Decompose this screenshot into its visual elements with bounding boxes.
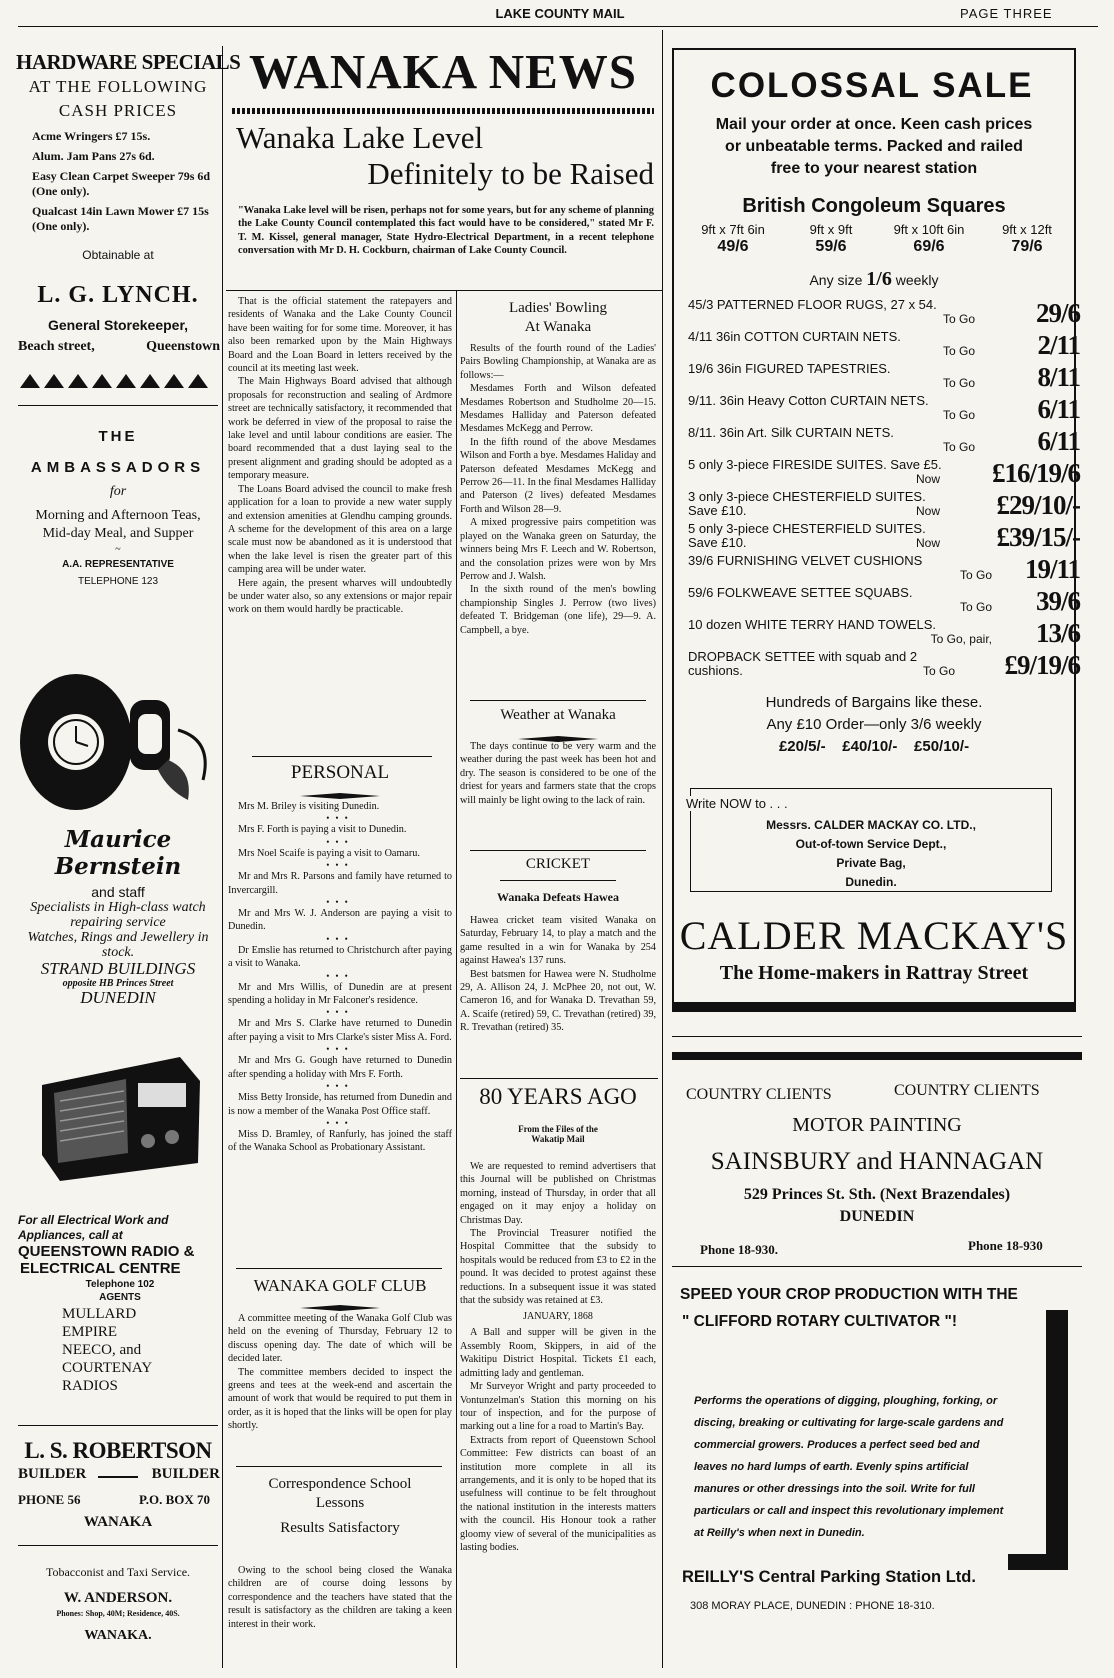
ambassadors-phone: TELEPHONE 123 — [77, 576, 159, 587]
correspondence-sub: Results Satisfactory — [280, 1520, 400, 1536]
headline-line1: Wanaka Lake Level — [236, 120, 484, 155]
personal-item: Mrs F. Forth is paying a visit to Dunedin. — [238, 824, 407, 836]
write-address — [690, 816, 1052, 892]
news-banner: WANAKA NEWS — [248, 44, 638, 99]
sainsbury-phone: Phone 18-930 — [968, 1238, 1043, 1253]
sale-item-tag: To Go, pair, — [930, 632, 992, 646]
reilly-address: 308 MORAY PLACE, DUNEDIN : PHONE 18-310. — [690, 1600, 935, 1612]
bowling-header — [460, 300, 656, 336]
anderson-name: W. ANDERSON. — [63, 1590, 173, 1606]
sale-intro — [676, 114, 1072, 180]
robertson-name: L. S. ROBERTSON — [24, 1438, 212, 1463]
cricket-paragraph: Best batsmen for Hawea were N. Studholme 29, A. Allison 24, J. McPhee 20, not out, W. Cameron 16, and for Wanaka D. Trevathan 59, A. Scaife (retired) 59, C. Trevathan (retired) 39, R. Trevathan (retired) 35. — [460, 968, 656, 1034]
weather-story — [460, 740, 656, 807]
sale-item — [688, 554, 1080, 584]
robertson-builder: BUILDER — [18, 1466, 87, 1482]
bernstein-line: repairing service — [70, 915, 166, 930]
ambassadors-for: for — [109, 484, 127, 499]
anysize-label: Any size — [809, 272, 863, 288]
squares-sizes — [684, 222, 1076, 262]
sale-item-tag: Now — [915, 536, 940, 550]
square-price: 69/6 — [913, 238, 945, 255]
sale-item — [688, 490, 1080, 520]
sale-item-tag: To Go — [959, 568, 992, 582]
personal-item: Mrs Noel Scaife is paying a visit to Oamaru. — [238, 847, 420, 859]
eighty-story — [460, 1160, 656, 1554]
hardware-sub1: AT THE FOLLOWING — [28, 77, 208, 96]
lake-story — [228, 295, 452, 617]
ambassadors-name: AMBASSADORS — [30, 459, 206, 476]
bernstein-line: opposite HB Princes Street — [62, 978, 174, 989]
sale-item-price: 19/11 — [1024, 554, 1080, 584]
story-paragraph: The Loans Board advised the council to make fresh application for a loan to provide a new water supply and extension amenities at Glendhu camping grounds. A scheme for the development of this area on a large scale must now be abandoned as it is understood that when the lake level is risen the greater part of this camping area will be under water. — [228, 483, 452, 576]
hardware-ad — [16, 50, 241, 359]
sale-item-tag: To Go — [959, 600, 992, 614]
personal-item: Mr and Mrs R. Parsons and family have returned to Invercargill. — [228, 871, 452, 896]
robertson-town: WANAKA — [83, 1514, 153, 1530]
square-size: 9ft x 10ft 6in — [893, 222, 965, 237]
ambassadors-ad: THE AMBASSADORS for Morning and Afternoon Teas, Mid-day Meal, and Supper ~ A.A. REPRESENTATIVE TELEPHONE 123 — [16, 428, 220, 587]
sale-item-price: 6/11 — [1037, 426, 1080, 456]
sale-item-tag: To Go — [942, 312, 975, 326]
sale-item-desc: 5 only 3-piece FIRESIDE SUITES. Save £5. — [688, 457, 942, 472]
reilly-body: Performs the operations of digging, ploughing, forking, or discing, breaking or cultivating for large-scale gardens and commercial growers. Produces a perfect seed bed and leaves no hard lumps of earth. Evenly spins artificial manures or other dressings into the soil. Write for full particulars or call and inspect this revolutionary implement at Reilly's when next in Dunedin. — [694, 1395, 1004, 1539]
eighty-paragraph: Extracts from report of Queenstown School Committee: Few districts can boast of an institution more complete in all its arrangements, and it is only to be hoped that its usefulness will continue to be felt throughout the national institution in the interests matters with the council. His Honour took a rather gloomy view of several of the municipalities as lasting bodies. — [460, 1434, 656, 1553]
sale-title: COLOSSAL SALE — [710, 66, 1034, 105]
anysize-line — [676, 268, 1072, 291]
robertson-builder: BUILDER — [151, 1466, 220, 1482]
sale-item-price: £9/19/6 — [1004, 650, 1080, 680]
bargains-block — [676, 692, 1072, 758]
country-clients: COUNTRY CLIENTS — [894, 1082, 1040, 1099]
sale-item — [688, 362, 1080, 392]
write-line: Dunedin. — [845, 875, 897, 889]
bowling-paragraph: Mesdames Forth and Wilson defeated Mesdames Robertson and Studholme 20—15. Mesdames Halliday and Paterson defeated Mesdames McKegg and Perrow. — [460, 383, 656, 435]
reilly-name: REILLY'S Central Parking Station Ltd. — [682, 1568, 976, 1586]
reilly-headline1: SPEED YOUR CROP PRODUCTION WITH THE — [680, 1286, 1018, 1303]
lynch-street: Beach street, — [18, 339, 95, 354]
weather-title: Weather at Wanaka — [500, 707, 616, 723]
radio-brand: COURTENAY — [62, 1360, 153, 1376]
sale-item-desc: 45/3 PATTERNED FLOOR RUGS, 27 x 54. — [688, 297, 937, 312]
personal-item: Miss D. Bramley, of Ranfurly, has joined the staff of the Wanaka School as Probationary Assistant. — [228, 1128, 452, 1154]
ambassadors-line1: Morning and Afternoon Teas, — [35, 508, 201, 523]
personal-item: Mr and Mrs S. Clarke have returned to Dunedin after paying a visit to Mrs Clarke's sister Miss A. Ford. — [228, 1018, 452, 1043]
squares-title: British Congoleum Squares — [742, 195, 1006, 217]
bernstein-line: Watches, Rings and Jewellery in — [27, 930, 209, 945]
eighty-date: JANUARY, 1868 — [523, 1311, 593, 1323]
sale-item-price: 8/11 — [1037, 362, 1080, 392]
sale-item-tag: Now — [915, 472, 940, 486]
reilly-headline2: " CLIFFORD ROTARY CULTIVATOR "! — [682, 1313, 958, 1330]
sale-item-desc: 3 only 3-piece CHESTERFIELD SUITES. Save £10. — [688, 489, 926, 518]
eighty-paragraph: We are requested to remind advertisers that this Journal will be published on Christmas morning, instead of Thursday, in order that all engaged on it may enjoy a holiday on Christmas Day. — [460, 1161, 656, 1226]
story-paragraph: That is the official statement the ratepayers and residents of Wanaka and the Lake County Council have been waiting for for some time. Moreover, it has also been remarked upon by the Main Highways Board and the Loan Board in letters received by the council at its meeting last week. — [228, 296, 452, 375]
eighty-sub2: Wakatip Mail — [531, 1134, 585, 1144]
sale-item-desc: 8/11. 36in Art. Silk CURTAIN NETS. — [688, 425, 894, 440]
motor-painting: MOTOR PAINTING — [792, 1114, 962, 1136]
ambassadors-rep: A.A. REPRESENTATIVE — [62, 559, 174, 570]
radio-line: QUEENSTOWN RADIO & — [18, 1243, 195, 1260]
hardware-item: Easy Clean Carpet Sweeper 79s 6d (One only). — [32, 169, 211, 198]
bernstein-line: stock. — [101, 945, 135, 960]
anysize-tail: weekly — [895, 272, 939, 288]
story-paragraph: Here again, the present wharves will undoubtedly be under water also, so any extensions or major repair work on them would hardly be practicable. — [228, 577, 452, 616]
bowling-story — [460, 342, 656, 637]
golf-story — [228, 1312, 452, 1433]
sale-item — [688, 618, 1080, 648]
golf-paragraph: A committee meeting of the Wanaka Golf Club was held on the evening of Thursday, February 12 to discuss opening day. The date of which will be decided later. — [228, 1313, 452, 1365]
sale-intro-line: free to your nearest station — [770, 160, 978, 177]
hardware-sub2: CASH PRICES — [58, 101, 178, 120]
sale-item — [688, 426, 1080, 456]
radio-brand: EMPIRE — [62, 1324, 118, 1340]
sale-item-desc: 10 dozen WHITE TERRY HAND TOWELS. — [688, 617, 937, 632]
square-size: 9ft x 9ft — [809, 222, 853, 237]
radio-line: Telephone 102 — [85, 1279, 155, 1290]
robertson-ad — [16, 1438, 220, 1531]
personal-item: Mr and Mrs W. J. Anderson are paying a visit to Dunedin. — [228, 908, 452, 933]
eighty-title: 80 YEARS AGO — [479, 1084, 637, 1109]
sale-item-price: 29/6 — [1035, 298, 1080, 328]
headline-line2: Definitely to be Raised — [367, 156, 654, 191]
bernstein-line: Specialists in High-class watch — [30, 900, 206, 915]
watch-illustration — [18, 670, 218, 820]
write-line: Messrs. CALDER MACKAY CO. LTD., — [766, 818, 976, 832]
sale-item — [688, 586, 1080, 616]
ambassadors-line2: Mid-day Meal, and Supper — [42, 526, 194, 541]
sale-item-price: £16/19/6 — [991, 458, 1080, 488]
sainsbury-city: DUNEDIN — [839, 1208, 915, 1225]
hardware-item: Alum. Jam Pans 27s 6d. — [32, 149, 155, 163]
bowling-paragraph: A mixed progressive pairs competition was played on the Wanaka green on Saturday, the winners being Mrs F. Leech and W. Robertson, and the consolation prizes were won by Mrs Perrow and J. Walsh. — [460, 517, 656, 582]
radio-brand: MULLARD — [62, 1306, 137, 1322]
eighty-paragraph: Mr Surveyor Wright and party proceeded to Vontunzelman's Station this morning on his tour of inspection, and for the purpose of marking out a line for a road to Martin's Bay. — [460, 1381, 656, 1433]
sale-item-price: £29/10/- — [996, 490, 1080, 520]
sale-item-desc: 39/6 FURNISHING VELVET CUSHIONS — [688, 553, 923, 568]
personal-item: Mr and Mrs Willis, of Dunedin are at present spending a holiday in Mr Falconer's residence. — [228, 981, 452, 1007]
radio-brand: RADIOS — [62, 1378, 118, 1394]
radio-line: Appliances, call at — [18, 1228, 123, 1242]
bernstein-line: STRAND BUILDINGS — [40, 959, 196, 978]
golf-title: WANAKA GOLF CLUB — [253, 1276, 427, 1295]
hardware-title: HARDWARE SPECIALS — [16, 50, 241, 74]
bowling-title2: At Wanaka — [524, 319, 592, 335]
sale-item-price: 39/6 — [1035, 586, 1080, 616]
anderson-town: WANAKA. — [84, 1628, 152, 1643]
lynch-role: General Storekeeper, — [47, 317, 189, 333]
sale-item-price: 2/11 — [1037, 330, 1080, 360]
lead-paragraph: "Wanaka Lake level will be risen, perhaps not for some years, but for any scheme of planning the Lake County Council contemplated this fact would have to be considered," stated Mr F. T. M. Kissel, general manager, State Hydro-Electrical Department, in a recent telephone conversation with Mr D. H. Cockburn, chairman of Lake County Council. — [238, 205, 654, 257]
radio-line: For all Electrical Work and — [18, 1213, 169, 1227]
eighty-sub1: From the Files of the — [518, 1124, 598, 1134]
radio-illustration — [30, 1045, 210, 1185]
robertson-phone: PHONE 56 — [18, 1492, 81, 1507]
eighty-paragraph: The Provincial Treasurer notified the Hospital Committee that the subsidy to hospitals would be reduced from £3 to £2 in the pound. It was decided to protest against these reductions. In a subsequent issue it was stated that the subsidy was retained at £3. — [460, 1228, 656, 1307]
radio-line: AGENTS — [99, 1292, 141, 1303]
sale-intro-line: Mail your order at once. Keen cash prices — [715, 116, 1033, 133]
personal-item: Mr and Mrs G. Gough have returned to Dunedin after spending a holiday with Mrs F. Forth. — [228, 1055, 452, 1080]
masthead-page: PAGE THREE — [960, 6, 1053, 21]
square-size: 9ft x 12ft — [1002, 222, 1052, 237]
anderson-ad — [16, 1565, 220, 1644]
anysize-price: 1/6 — [866, 268, 892, 290]
bowling-title: Ladies' Bowling — [508, 300, 608, 316]
bernstein-line: DUNEDIN — [80, 988, 156, 1007]
cricket-story — [460, 914, 656, 1035]
obtainable-text: Obtainable at — [82, 248, 154, 262]
anderson-service: Tobacconist and Taxi Service. — [45, 1565, 191, 1579]
bargains-line: Any £10 Order—only 3/6 weekly — [766, 716, 982, 733]
bernstein-staff: and staff — [91, 884, 145, 900]
country-clients: COUNTRY CLIENTS — [686, 1086, 832, 1103]
personal-item: Mrs M. Briley is visiting Dunedin. — [238, 801, 380, 812]
bernstein-name: Maurice Bernstein — [54, 826, 182, 880]
robertson-box: P.O. BOX 70 — [138, 1492, 210, 1507]
bowling-paragraph: In the fifth round of the above Mesdames Wilson and Forth a bye. Mesdames Haliday and Paterson defeated Mesdames McKegg and Perrow 26—11. In the final Mesdames Halliday and Paterson (2 lives) defeated Mesdames Forth and Wilson 28—9. — [460, 436, 656, 515]
correspondence-story — [228, 1564, 452, 1631]
hardware-item: Acme Wringers £7 15s. — [32, 129, 151, 143]
sainsbury-name: SAINSBURY and HANNAGAN — [710, 1148, 1044, 1175]
sale-item — [688, 298, 1080, 328]
hardware-item: Qualcast 14in Lawn Mower £7 15s (One only). — [32, 204, 209, 233]
sainsbury-phone: Phone 18-930. — [700, 1242, 778, 1257]
sale-item-desc: 9/11. 36in Heavy Cotton CURTAIN NETS. — [688, 393, 929, 408]
sale-item-tag: To Go — [942, 344, 975, 358]
personal-title: PERSONAL — [290, 762, 390, 783]
calder-brand: CALDER MACKAY'S — [679, 913, 1069, 958]
calder-tagline: The Home-makers in Rattray Street — [719, 962, 1029, 984]
square-size: 9ft x 7ft 6in — [701, 222, 765, 237]
bargains-line: £20/5/- £40/10/- £50/10/- — [778, 738, 970, 755]
square-price: 49/6 — [717, 238, 749, 255]
sale-item — [688, 330, 1080, 360]
correspondence-header — [228, 1476, 452, 1537]
write-head: Write NOW to . . . — [686, 796, 792, 811]
personal-item: Miss Betty Ironside, has returned from Dunedin and is now a member of the Wanaka Post Office staff. — [228, 1092, 452, 1117]
sale-item-tag: To Go — [922, 664, 955, 678]
square-price: 59/6 — [815, 238, 847, 255]
sale-item — [688, 394, 1080, 424]
golf-paragraph: The committee members decided to inspect the greens and tees at the week-end and ascertain the amount of work that would be required to put them in order, as it is hoped that the links will be open for play shortly. — [228, 1366, 452, 1432]
cricket-title: CRICKET — [525, 856, 591, 872]
write-line: Out-of-town Service Dept., — [795, 837, 947, 851]
eighty-sub — [460, 1124, 656, 1144]
correspondence-title2: Lessons — [315, 1495, 365, 1511]
radio-brand: NEECO, and — [62, 1342, 142, 1358]
lead-story-header — [236, 120, 658, 258]
bargains-line: Hundreds of Bargains like these. — [765, 694, 983, 711]
bernstein-ad — [16, 826, 220, 1007]
sale-item-price: £39/15/- — [996, 522, 1080, 552]
sale-item-tag: To Go — [942, 408, 975, 422]
correspondence-paragraph: Owing to the school being closed the Wanaka children are of course doing lessons by correspondence and the teachers have stated that the result is satisfactory as the children are taking a keen interest in their work. — [228, 1565, 452, 1630]
personal-column: Mrs M. Briley is visiting Dunedin. ••• Mrs F. Forth is paying a visit to Dunedin. ••• Mrs Noel Scaife is paying a visit to Oamaru. ••• Mr and Mrs R. Parsons and family have returned to Invercargill. ••• Mr and Mrs W. J. Anderson are paying a visit to Dunedin. ••• Dr Emslie has returned to Christchurch after paying a visit to Wanaka. ••• Mr and Mrs Willis, of Dunedin are at present spending a holiday in Mr Falconer's residence. ••• Mr and Mrs S. Clarke have returned to Dunedin after paying a visit to Mrs Clarke's sister Miss A. Ford. ••• Mr and Mrs G. Gough have returned to Dunedin after spending a holiday with Mrs F. Forth. ••• Miss Betty Ironside, has returned from Dunedin and is now a member of the Wanaka Post Office staff. ••• Miss D. Bramley, of Ranfurly, has joined the staff of the Wanaka School as Probationary Assistant. — [228, 801, 452, 1154]
story-paragraph: The Main Highways Board advised that although proposals for reconstruction and sealing of Ardmore street are technically satisfactory, it recommended that work be deferred in view of the proposal to raise the lake level and until labour conditions are easier. The board recommended that a dust laying seal to the present alignment and grading should be adopted as a temporary measure. — [228, 376, 452, 482]
bowling-paragraph: Results of the fourth round of the Ladies' Pairs Bowling Championship, at Wanaka are as follows:— — [460, 343, 656, 381]
lynch-town: Queenstown — [146, 339, 220, 354]
weather-paragraph: The days continue to be very warm and the weather during the past week has been hot and dry. The season is considered to be one of the driest for years and farmers state that the crops will mainly be light owing to the lack of rain. — [460, 741, 656, 806]
sale-item-tag: To Go — [942, 376, 975, 390]
sale-item-tag: To Go — [942, 440, 975, 454]
sale-item — [688, 458, 1080, 488]
write-line: Private Bag, — [836, 856, 906, 870]
sale-item-desc: 59/6 FOLKWEAVE SETTEE SQUABS. — [688, 585, 913, 600]
radio-ad — [18, 1213, 222, 1395]
cricket-paragraph: Hawea cricket team visited Wanaka on Saturday, February 14, to play a match and the game resulted in a win for Wanaka by 254 against Hawea's 137 runs. — [460, 915, 656, 967]
personal-item: Dr Emslie has returned to Christchurch after paying a visit to Wanaka. — [228, 944, 452, 970]
sale-intro-line: or unbeatable terms. Packed and railed — [725, 138, 1023, 155]
sale-item-price: 6/11 — [1037, 394, 1080, 424]
radio-line: ELECTRICAL CENTRE — [20, 1260, 181, 1277]
sale-item-desc: DROPBACK SETTEE with squab and 2 cushions. — [688, 649, 918, 678]
sale-item — [688, 522, 1080, 552]
eighty-paragraph: A Ball and supper will be given in the Assembly Room, Skippers, in aid of the Wakitipu District Hospital. Tickets £1 each, admitting lady and gentleman. — [460, 1327, 656, 1379]
cricket-sub: Wanaka Defeats Hawea — [497, 890, 619, 904]
anderson-phones: Phones: Shop, 40M; Residence, 40S. — [56, 1609, 180, 1618]
lynch-name: L. G. LYNCH. — [37, 282, 199, 308]
sale-item-price: 13/6 — [1035, 618, 1080, 648]
sale-item-desc: 4/11 36in COTTON CURTAIN NETS. — [688, 329, 901, 344]
sale-item-desc: 5 only 3-piece CHESTERFIELD SUITES. Save £10. — [688, 521, 926, 550]
sainsbury-addr: 529 Princes St. Sth. (Next Brazendales) — [743, 1186, 1011, 1203]
bowling-paragraph: In the sixth round of the men's bowling championship Singles J. Perrow (two lives) defeated T. Bridgeman (one life), 29—9. A. Campbell, a bye. — [460, 584, 656, 636]
ambassadors-the: THE — [98, 428, 138, 445]
sale-item — [688, 650, 1080, 680]
sale-item-tag: Now — [915, 504, 940, 518]
correspondence-title: Correspondence School — [268, 1476, 412, 1492]
sainsbury-ad — [672, 1070, 1082, 1257]
square-price: 79/6 — [1011, 238, 1043, 255]
sale-item-desc: 19/6 36in FIGURED TAPESTRIES. — [688, 361, 891, 376]
ornament-border — [18, 370, 218, 390]
masthead-paper: LAKE COUNTY MAIL — [495, 6, 625, 21]
